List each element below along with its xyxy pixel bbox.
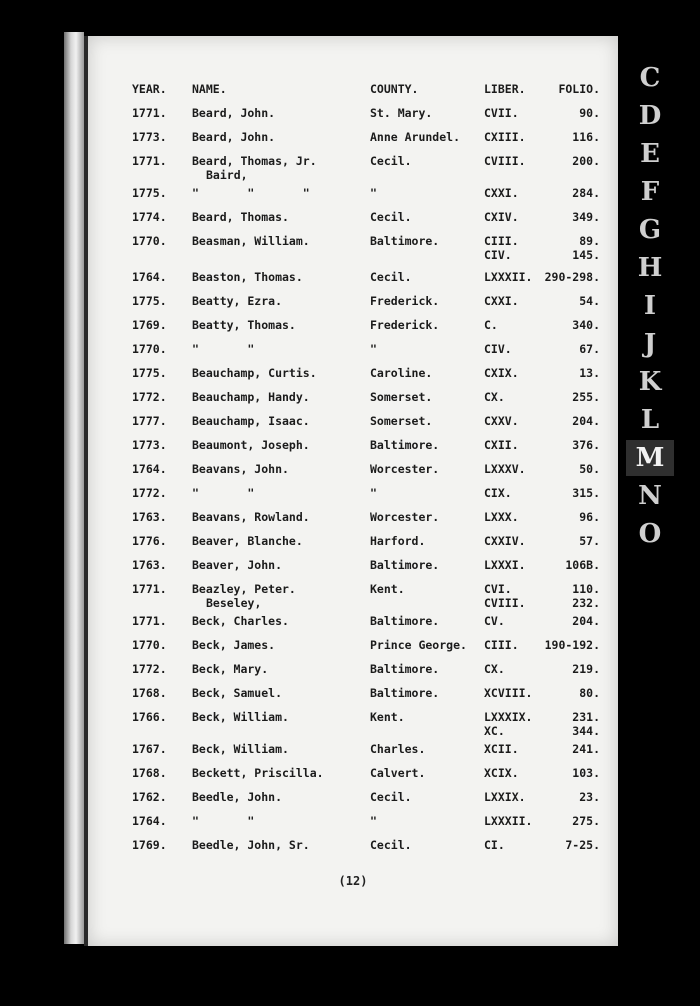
row-folio: 275. <box>572 814 600 828</box>
row-name: Beaver, Blanche. <box>192 534 303 548</box>
row-county: Worcester. <box>370 462 440 476</box>
header-year: YEAR. <box>132 82 167 96</box>
row-folio: 23. <box>579 790 600 804</box>
row-county: Cecil. <box>370 790 412 804</box>
row-liber: CXIV. <box>484 210 519 224</box>
row-county: Somerset. <box>370 390 433 404</box>
row-liber: XCIX. <box>484 766 519 780</box>
row-county: Baltimore. <box>370 558 440 572</box>
header-folio: FOLIO. <box>558 82 600 96</box>
row-year: 1766. <box>132 710 167 724</box>
row-folio: 89. 145. <box>572 234 600 262</box>
thumb-tab-e[interactable]: E <box>640 139 660 169</box>
row-county: " <box>370 186 377 200</box>
row-county: Calvert. <box>370 766 426 780</box>
row-name: Beedle, John. <box>192 790 283 804</box>
row-year: 1764. <box>132 270 167 284</box>
row-folio: 284. <box>572 186 600 200</box>
row-name: Beauchamp, Isaac. <box>192 414 310 428</box>
row-folio: 231. 344. <box>572 710 600 738</box>
row-name: Beaver, John. <box>192 558 283 572</box>
row-name: " " <box>192 814 255 828</box>
row-folio: 7-25. <box>565 838 600 852</box>
row-county: Baltimore. <box>370 686 440 700</box>
row-liber: C. <box>484 318 498 332</box>
row-liber: CI. <box>484 838 505 852</box>
row-year: 1774. <box>132 210 167 224</box>
row-year: 1770. <box>132 234 167 248</box>
row-folio: 90. <box>579 106 600 120</box>
row-liber: XCVIII. <box>484 686 533 700</box>
thumb-tab-m[interactable]: M <box>626 440 674 476</box>
row-county: Kent. <box>370 710 405 724</box>
row-county: Cecil. <box>370 154 412 168</box>
row-county: Anne Arundel. <box>370 130 461 144</box>
page-number: (12) <box>338 874 368 888</box>
row-liber: LXXXI. <box>484 558 526 572</box>
row-year: 1770. <box>132 638 167 652</box>
row-liber: CV. <box>484 614 505 628</box>
row-liber: CXXI. <box>484 186 519 200</box>
row-folio: 204. <box>572 414 600 428</box>
row-county: Frederick. <box>370 318 440 332</box>
row-year: 1777. <box>132 414 167 428</box>
row-folio: 96. <box>579 510 600 524</box>
row-folio: 376. <box>572 438 600 452</box>
row-county: Harford. <box>370 534 426 548</box>
row-year: 1775. <box>132 366 167 380</box>
thumb-tab-i[interactable]: I <box>643 291 657 321</box>
row-year: 1772. <box>132 390 167 404</box>
row-county: " <box>370 814 377 828</box>
row-folio: 315. <box>572 486 600 500</box>
row-year: 1771. <box>132 582 167 596</box>
row-name: Beavans, Rowland. <box>192 510 310 524</box>
row-county: Worcester. <box>370 510 440 524</box>
row-name: Beckett, Priscilla. <box>192 766 324 780</box>
row-year: 1773. <box>132 130 167 144</box>
row-county: Cecil. <box>370 838 412 852</box>
row-county: Baltimore. <box>370 438 440 452</box>
row-liber: CIII. <box>484 638 519 652</box>
row-year: 1776. <box>132 534 167 548</box>
row-name: Beck, William. <box>192 710 289 724</box>
row-liber: CX. <box>484 662 505 676</box>
row-year: 1775. <box>132 186 167 200</box>
row-folio: 241. <box>572 742 600 756</box>
row-year: 1772. <box>132 662 167 676</box>
row-folio: 190-192. <box>544 638 600 652</box>
row-year: 1770. <box>132 342 167 356</box>
row-year: 1762. <box>132 790 167 804</box>
row-folio: 54. <box>579 294 600 308</box>
row-year: 1772. <box>132 486 167 500</box>
thumb-tab-j[interactable]: J <box>643 329 657 359</box>
row-county: Charles. <box>370 742 426 756</box>
row-name: Beard, John. <box>192 106 276 120</box>
row-year: 1769. <box>132 838 167 852</box>
row-year: 1763. <box>132 558 167 572</box>
row-county: Baltimore. <box>370 614 440 628</box>
row-year: 1764. <box>132 814 167 828</box>
row-folio: 50. <box>579 462 600 476</box>
thumb-index-tabs <box>626 60 674 700</box>
row-name: Beazley, Peter. Beseley, <box>192 582 296 610</box>
thumb-tab-l[interactable]: L <box>640 405 660 435</box>
row-folio: 116. <box>572 130 600 144</box>
row-liber: CVII. <box>484 106 519 120</box>
row-year: 1771. <box>132 154 167 168</box>
row-county: Baltimore. <box>370 234 440 248</box>
row-liber: LXXXV. <box>484 462 526 476</box>
row-name: Beatty, Ezra. <box>192 294 283 308</box>
row-liber: CXXV. <box>484 414 519 428</box>
row-folio: 340. <box>572 318 600 332</box>
row-name: Beavans, John. <box>192 462 289 476</box>
thumb-tab-d[interactable]: D <box>638 101 662 131</box>
thumb-tab-g[interactable]: G <box>638 215 662 245</box>
row-year: 1769. <box>132 318 167 332</box>
row-county: Kent. <box>370 582 405 596</box>
row-name: Beard, Thomas. <box>192 210 289 224</box>
row-folio: 80. <box>579 686 600 700</box>
row-county: Somerset. <box>370 414 433 428</box>
row-folio: 349. <box>572 210 600 224</box>
row-folio: 57. <box>579 534 600 548</box>
row-folio: 110. 232. <box>572 582 600 610</box>
row-year: 1763. <box>132 510 167 524</box>
row-name: Beck, Mary. <box>192 662 269 676</box>
row-name: Beatty, Thomas. <box>192 318 296 332</box>
row-folio: 106B. <box>565 558 600 572</box>
row-folio: 13. <box>579 366 600 380</box>
row-folio: 290-298. <box>544 270 600 284</box>
row-folio: 255. <box>572 390 600 404</box>
row-liber: CXII. <box>484 438 519 452</box>
ledger-page <box>84 36 618 946</box>
row-liber: LXXIX. <box>484 790 526 804</box>
row-liber: CIV. <box>484 342 512 356</box>
row-liber: XCII. <box>484 742 519 756</box>
row-folio: 103. <box>572 766 600 780</box>
row-county: St. Mary. <box>370 106 433 120</box>
row-name: Beard, Thomas, Jr. Baird, <box>192 154 317 182</box>
row-year: 1768. <box>132 686 167 700</box>
row-folio: 200. <box>572 154 600 168</box>
thumb-tab-h[interactable]: H <box>637 253 663 283</box>
row-year: 1775. <box>132 294 167 308</box>
row-name: Beaumont, Joseph. <box>192 438 310 452</box>
row-name: " " <box>192 486 255 500</box>
row-county: Prince George. <box>370 638 467 652</box>
thumb-tab-k[interactable]: K <box>638 367 662 397</box>
thumb-tab-o[interactable]: O <box>638 519 662 549</box>
row-liber: CVIII. <box>484 154 526 168</box>
row-county: Caroline. <box>370 366 433 380</box>
row-county: " <box>370 486 377 500</box>
page-binding-edge <box>64 32 84 944</box>
row-county: Cecil. <box>370 270 412 284</box>
row-liber: CVI. CVIII. <box>484 582 526 610</box>
row-name: Beck, James. <box>192 638 276 652</box>
row-name: Beck, Charles. <box>192 614 289 628</box>
row-liber: CIX. <box>484 486 512 500</box>
row-liber: LXXX. <box>484 510 519 524</box>
row-name: Beauchamp, Curtis. <box>192 366 317 380</box>
row-name: Beedle, John, Sr. <box>192 838 310 852</box>
row-year: 1771. <box>132 106 167 120</box>
row-name: Beasman, William. <box>192 234 310 248</box>
row-liber: LXXXIX. XC. <box>484 710 533 738</box>
row-year: 1764. <box>132 462 167 476</box>
header-liber: LIBER. <box>484 82 526 96</box>
row-name: " " <box>192 342 255 356</box>
row-year: 1767. <box>132 742 167 756</box>
row-folio: 219. <box>572 662 600 676</box>
row-name: Beaston, Thomas. <box>192 270 303 284</box>
row-name: Beard, John. <box>192 130 276 144</box>
row-liber: LXXXII. <box>484 270 533 284</box>
row-county: " <box>370 342 377 356</box>
thumb-tab-c[interactable]: C <box>639 63 661 93</box>
row-liber: CXXI. <box>484 294 519 308</box>
row-county: Frederick. <box>370 294 440 308</box>
thumb-tab-n[interactable]: N <box>638 481 662 511</box>
row-liber: CXIII. <box>484 130 526 144</box>
row-folio: 67. <box>579 342 600 356</box>
row-county: Cecil. <box>370 210 412 224</box>
row-county: Baltimore. <box>370 662 440 676</box>
row-name: " " " <box>192 186 310 200</box>
header-name: NAME. <box>192 82 227 96</box>
row-year: 1768. <box>132 766 167 780</box>
row-liber: CXXIV. <box>484 534 526 548</box>
row-year: 1771. <box>132 614 167 628</box>
row-name: Beck, Samuel. <box>192 686 283 700</box>
row-name: Beck, William. <box>192 742 289 756</box>
row-name: Beauchamp, Handy. <box>192 390 310 404</box>
thumb-tab-f[interactable]: F <box>640 177 660 207</box>
row-liber: CXIX. <box>484 366 519 380</box>
row-year: 1773. <box>132 438 167 452</box>
row-folio: 204. <box>572 614 600 628</box>
row-liber: CX. <box>484 390 505 404</box>
row-liber: LXXXII. <box>484 814 533 828</box>
row-liber: CIII. CIV. <box>484 234 519 262</box>
header-county: COUNTY. <box>370 82 419 96</box>
